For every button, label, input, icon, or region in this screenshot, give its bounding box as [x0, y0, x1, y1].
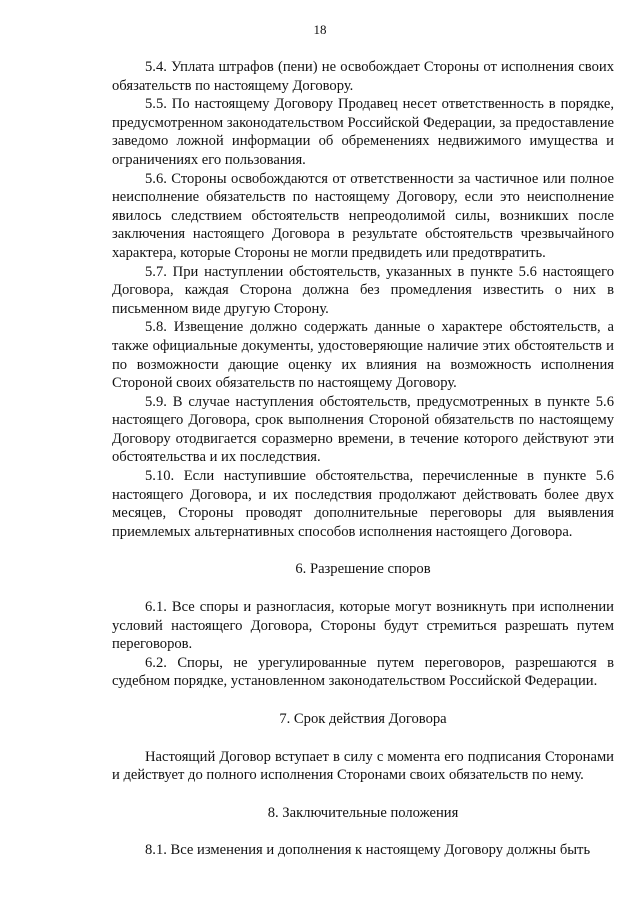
clause-5-5: 5.5. По настоящему Договору Продавец несет ответственность в порядке, предусмотренном законодательством Российской Федерации, за предоставление заведомо ложной информации об обременениях недвижимого имущества и ограничениях его пользования.: [112, 96, 614, 168]
clause-5-8: 5.8. Извещение должно содержать данные о характере обстоятельств, а также официальные документы, удостоверяющие наличие этих обстоятельств и по возможности дающие оценку их влияния на возможность исполнения Стороной своих обязательств по настоящему Договору.: [112, 319, 614, 392]
clause-6-2: 6.2. Споры, не урегулированные путем переговоров, разрешаются в судебном порядке, установленном законодательством Российской Федерации.: [112, 654, 614, 690]
section-heading-term: 7. Срок действия Договора: [279, 711, 447, 727]
clause-8-1: 8.1. Все изменения и дополнения к настоящему Договору должны быть: [145, 842, 591, 859]
section-heading-final-provisions: 8. Заключительные положения: [267, 804, 459, 821]
clause-5-6: 5.6. Стороны освобождаются от ответственности за частичное или полное неисполнение обязательств по настоящему Договору, если это неисполнение явилось следствием обстоятельств непреодолимой силы, возникших после заключения настоящего Договора в результате обстоятельств чрезвычайного характера, которые Стороны не могли предвидеть или предотвратить.: [112, 170, 614, 261]
page-number: 18: [313, 22, 327, 37]
clause-5-9: 5.9. В случае наступления обстоятельств, предусмотренных в пункте 5.6 настоящего Договора, срок выполнения Стороной обязательств по настоящему Договору отодвигается соразмерно времени, в течение которого действуют эти обстоятельства и их последствия.: [112, 393, 614, 466]
document-body: [112, 58, 614, 860]
section-heading-disputes: 6. Разрешение споров: [295, 561, 431, 578]
clause-7-term: Настоящий Договор вступает в силу с момента его подписания Сторонами и действует до полного исполнения Сторонами своих обязательств по нему.: [112, 748, 614, 784]
clause-5-7: 5.7. При наступлении обстоятельств, указанных в пункте 5.6 настоящего Договора, каждая Сторона должна без промедления известить о них в письменном виде другую Сторону.: [112, 263, 614, 317]
clause-6-1: 6.1. Все споры и разногласия, которые могут возникнуть при исполнении условий настоящего Договора, Стороны будут стремиться разрешать путем переговоров.: [112, 599, 614, 653]
clause-5-10: 5.10. Если наступившие обстоятельства, перечисленные в пункте 5.6 настоящего Договора, и их последствия продолжают действовать более двух месяцев, Стороны проводят дополнительные переговоры для выявления приемлемых альтернативных способов исполнения настоящего Договора.: [112, 468, 614, 540]
clause-5-4: 5.4. Уплата штрафов (пени) не освобождает Стороны от исполнения своих обязательств по настоящему Договору.: [112, 59, 614, 94]
